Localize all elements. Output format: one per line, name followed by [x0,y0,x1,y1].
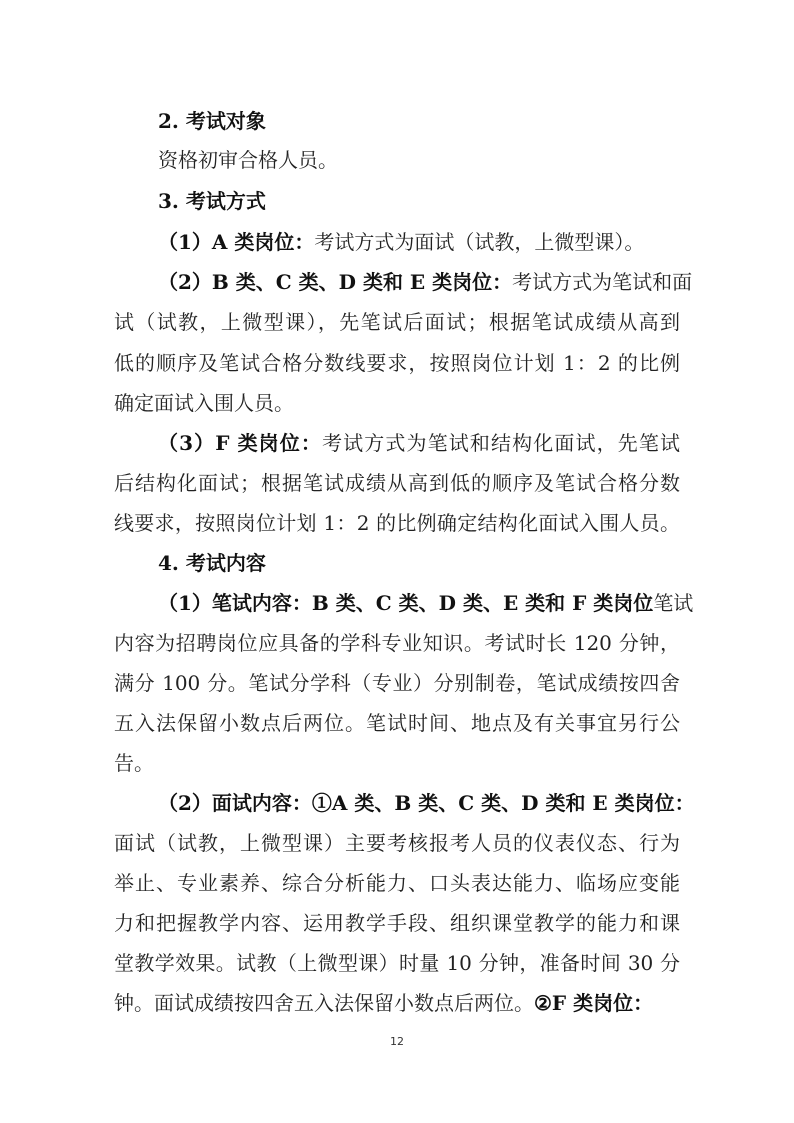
paragraph-interview-line5: 堂教学效果。试教（上微型课）时量 10 分钟，准备时间 30 分 [114,951,680,975]
section-heading-exam-target: 2. 考试对象 [158,109,266,133]
paragraph-interview-line6 [114,989,653,1017]
written-exam-text-1: 笔试 [653,591,694,615]
section-heading-exam-content: 4. 考试内容 [158,551,266,575]
paragraph-exam-method-bcde-line4: 确定面试入围人员。 [114,391,294,415]
category-a-text: 考试方式为面试（试教，上微型课）。 [314,230,645,254]
paragraph-exam-method-f-line1 [158,429,680,457]
paragraph-written-exam-line3: 满分 100 分。笔试分学科（专业）分别制卷，笔试成绩按四舍 [114,671,680,695]
paragraph-written-exam-line1 [158,589,694,617]
interview-label: （2）面试内容：①A 类、B 类、C 类、D 类和 E 类岗位： [158,791,695,815]
category-f-label: （3）F 类岗位： [158,431,323,455]
exam-target-text: 资格初审合格人员。 [158,148,338,172]
paragraph-exam-method-bcde-line3: 低的顺序及笔试合格分数线要求，按照岗位计划 1：2 的比例 [114,351,680,375]
paragraph-interview-line2: 面试（试教，上微型课）主要考核报考人员的仪表仪态、行为 [114,831,680,855]
category-bcde-text-1: 考试方式为笔试和面 [512,270,693,294]
paragraph-exam-method-a [158,228,644,256]
paragraph-written-exam-line5: 告。 [114,751,154,775]
interview-f-label: ②F 类岗位： [534,991,654,1015]
paragraph-exam-method-bcde-line2: 试（试教，上微型课），先笔试后面试；根据笔试成绩从高到 [114,310,680,334]
paragraph-exam-method-f-line2: 后结构化面试；根据笔试成绩从高到低的顺序及笔试合格分数 [114,471,680,495]
written-exam-label: （1）笔试内容：B 类、C 类、D 类、E 类和 F 类岗位 [158,591,654,615]
paragraph-interview-line3: 举止、专业素养、综合分析能力、口头表达能力、临场应变能 [114,871,680,895]
paragraph-interview-line4: 力和把握教学内容、运用教学手段、组织课堂教学的能力和课 [114,911,680,935]
paragraph-exam-method-f-line3: 线要求，按照岗位计划 1：2 的比例确定结构化面试入围人员。 [114,511,680,535]
page-number: 12 [390,1035,404,1048]
section-heading-exam-method: 3. 考试方式 [158,189,266,213]
paragraph-written-exam-line4: 五入法保留小数点后两位。笔试时间、地点及有关事宜另行公 [114,711,680,735]
paragraph-exam-method-bcde-line1 [158,268,693,296]
category-f-text-1: 考试方式为笔试和结构化面试，先笔试 [322,431,681,455]
interview-text-6: 钟。面试成绩按四舍五入法保留小数点后两位。 [114,991,534,1015]
paragraph-written-exam-line2: 内容为招聘岗位应具备的学科专业知识。考试时长 120 分钟， [114,631,680,655]
category-a-label: （1）A 类岗位： [158,230,315,254]
category-bcde-label: （2）B 类、C 类、D 类和 E 类岗位： [158,270,513,294]
